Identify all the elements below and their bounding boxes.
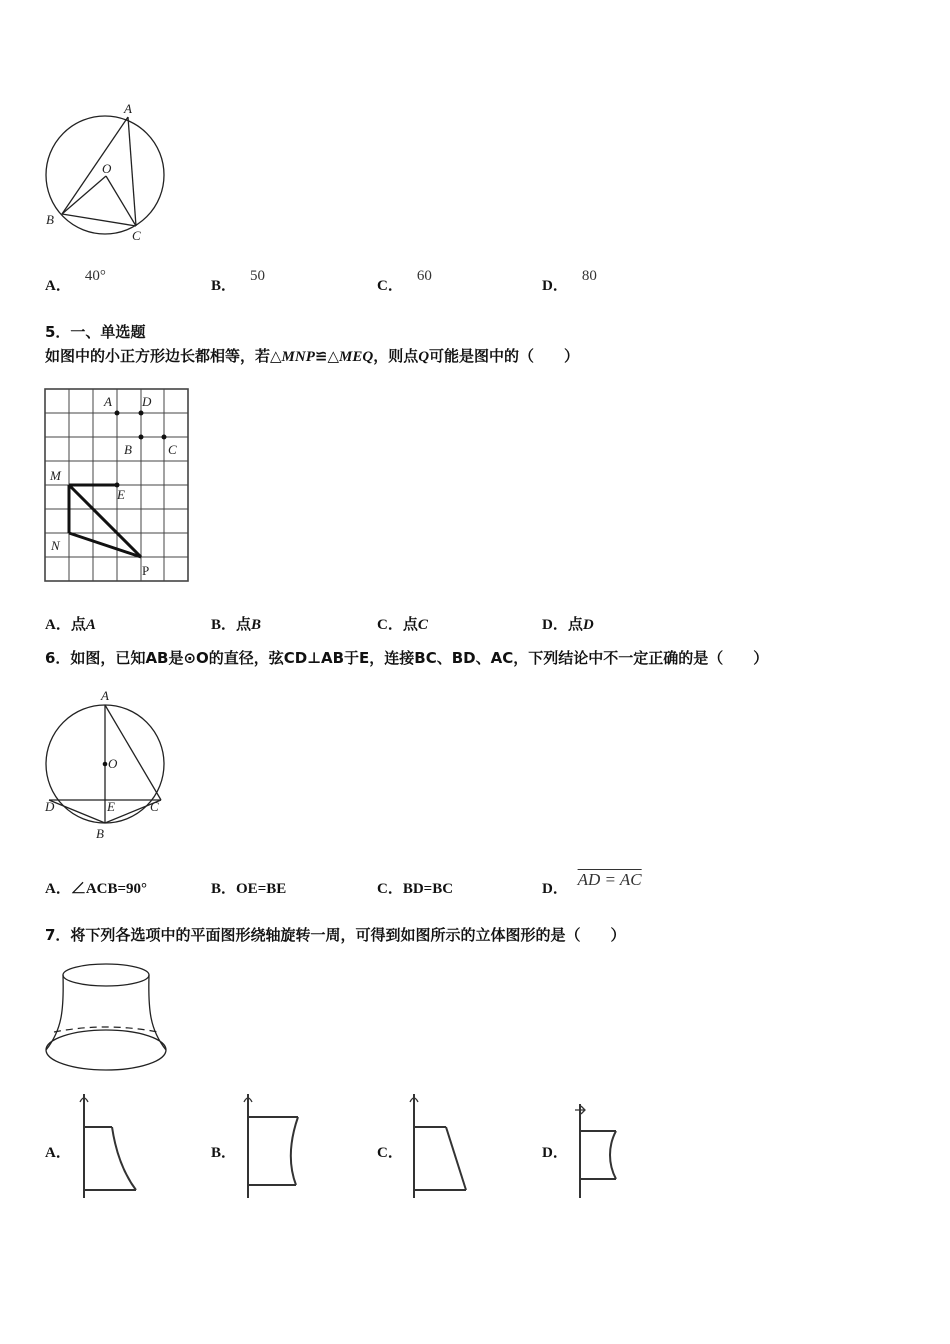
q7-solid-figure — [40, 960, 172, 1078]
q4-label-c: C — [132, 228, 141, 243]
q7-option-b-figure[interactable] — [236, 1092, 308, 1202]
q5-option-a[interactable]: A．点A — [45, 617, 96, 633]
q7-option-a[interactable]: A． — [45, 1145, 71, 1161]
q6-option-a[interactable]: A．∠ACB=90° — [45, 881, 148, 897]
q7-option-a-figure[interactable] — [72, 1092, 144, 1202]
q6-option-d-formula: AD = AC — [577, 870, 642, 889]
q5-label-m: M — [50, 468, 61, 483]
q6-label-c: C — [150, 799, 159, 814]
q6-label-o: O — [108, 756, 118, 771]
q5-label-a: A — [104, 394, 112, 409]
q4-option-c-value: 60 — [416, 268, 432, 284]
q4-option-a-value: 40° — [84, 268, 106, 284]
q4-circle-figure — [40, 98, 175, 248]
q7-option-d-figure[interactable] — [568, 1100, 628, 1202]
q6-label-b: B — [96, 826, 104, 841]
q5-option-c[interactable]: C．点C — [377, 617, 428, 633]
q5-label-p: P — [142, 563, 150, 578]
q5-question-text: 如图中的小正方形边长都相等，若△MNP≌△MEQ，则点Q可能是图中的（ ） — [45, 347, 580, 365]
q6-label-d: D — [45, 799, 55, 814]
q7-option-d[interactable]: D． — [542, 1145, 568, 1161]
q4-label-o: O — [102, 161, 112, 176]
q5-grid-figure — [44, 388, 190, 584]
q4-option-a[interactable]: A．40° — [45, 268, 106, 294]
q4-label-a: A — [124, 101, 132, 116]
q5-label-d: D — [142, 394, 152, 409]
q6-label-e: E — [107, 799, 115, 814]
q4-option-b[interactable]: B．50 — [211, 268, 266, 294]
q4-option-c[interactable]: C．60 — [377, 268, 432, 294]
q5-label-e: E — [117, 487, 125, 502]
q5-option-b[interactable]: B．点B — [211, 617, 262, 633]
q7-option-b[interactable]: B． — [211, 1145, 237, 1161]
q7-option-c[interactable]: C． — [377, 1145, 403, 1161]
q7-option-c-figure[interactable] — [402, 1092, 474, 1202]
q6-label-a: A — [101, 688, 109, 703]
q5-label-c: C — [168, 442, 177, 457]
q5-option-d[interactable]: D．点D — [542, 617, 594, 633]
q6-option-c[interactable]: C．BD=BC — [377, 881, 454, 897]
q5-label-n: N — [51, 538, 60, 553]
q5-heading: 5．一、单选题 — [45, 323, 146, 341]
q5-label-b: B — [124, 442, 132, 457]
q4-option-d-value: 80 — [581, 268, 597, 284]
q7-question-text: 7．将下列各选项中的平面图形绕轴旋转一周，可得到如图所示的立体图形的是（ ） — [45, 926, 626, 944]
q6-option-d[interactable]: D． AD = AC — [542, 870, 642, 897]
q4-option-b-value: 50 — [250, 268, 266, 284]
q4-option-d[interactable]: D．80 — [542, 268, 597, 294]
q6-option-b[interactable]: B．OE=BE — [211, 881, 287, 897]
q6-question-text: 6．如图，已知AB是⊙O的直径，弦CD⊥AB于E，连接BC、BD、AC，下列结论中不一定正确的是（ ） — [45, 649, 769, 667]
q4-label-b: B — [46, 212, 54, 227]
q6-circle-figure — [40, 686, 170, 844]
